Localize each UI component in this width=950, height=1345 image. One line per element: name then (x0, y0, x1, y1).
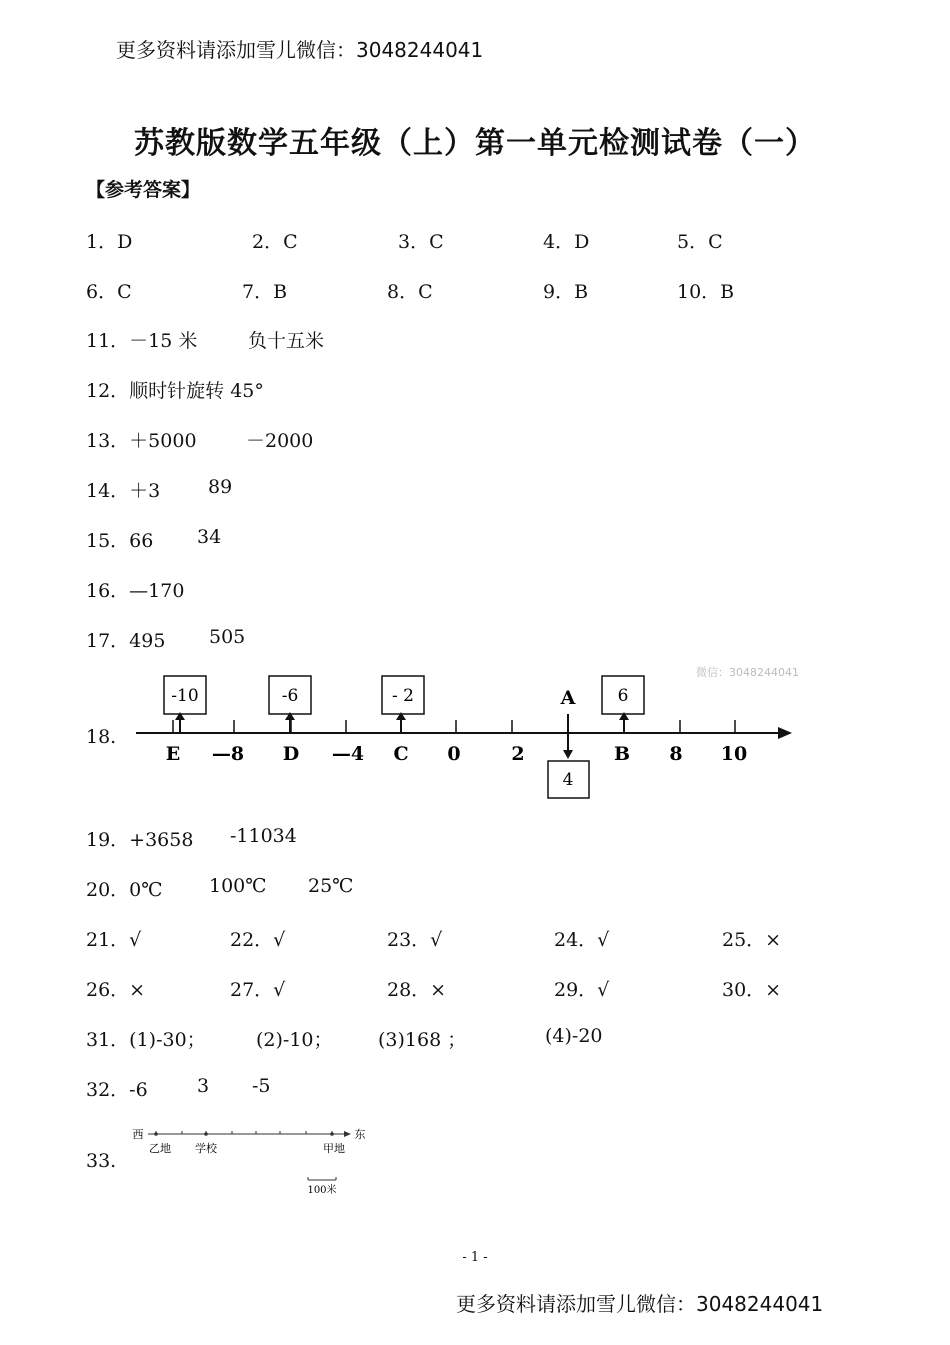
number-line-18 (130, 668, 800, 804)
label-yidi: 乙地 (149, 1142, 171, 1155)
answer-4: 4．D (543, 231, 590, 253)
east-label: 东 (354, 1128, 366, 1141)
answer-9: 9．B (543, 281, 589, 303)
tick-label-8: 8 (669, 743, 683, 765)
answer-31-3: (3)168 ； (378, 1029, 467, 1051)
answer-7: 7．B (242, 281, 288, 303)
answer-12: 12．顺时针旋转 45° (86, 380, 264, 402)
point-yidi (154, 1132, 158, 1136)
answer-5: 5．C (677, 231, 723, 253)
box-label-4: 4 (562, 770, 574, 790)
answer-32-a: 32．-6 (86, 1079, 148, 1101)
answer-28: 28．× (387, 979, 447, 1001)
number-line-33 (132, 1122, 372, 1202)
scale-label: 100米 (307, 1185, 337, 1196)
answer-24: 24．√ (554, 929, 610, 951)
tick-label-B: B (613, 743, 631, 765)
answer-13-b: －2000 (246, 430, 314, 452)
footer-note: 更多资料请添加雪儿微信：3048244041 (456, 1292, 824, 1316)
answer-11-a: 11．－15 米 (86, 330, 198, 352)
box-label-minus2: - 2 (392, 686, 414, 706)
tick-label-10: 10 (720, 743, 748, 765)
tick-label-2: 2 (511, 743, 525, 765)
answer-27: 27．√ (230, 979, 286, 1001)
tick-label-E: E (165, 743, 181, 765)
answer-32-c: -5 (252, 1075, 271, 1097)
answer-21: 21．√ (86, 929, 142, 951)
answer-33-label: 33. (86, 1150, 117, 1172)
watermark: 微信：3048244041 (696, 666, 799, 679)
answer-23: 23．√ (387, 929, 443, 951)
answer-6: 6．C (86, 281, 132, 303)
answer-19-b: -11034 (230, 825, 297, 847)
point-school (204, 1132, 208, 1136)
point-jiadi (330, 1132, 334, 1136)
answer-29: 29．√ (554, 979, 610, 1001)
answer-15-b: 34 (197, 526, 222, 548)
answer-16: 16．—170 (86, 580, 185, 602)
box-label-minus6: -6 (281, 686, 299, 706)
header-note: 更多资料请添加雪儿微信：3048244041 (116, 38, 484, 62)
label-school: 学校 (195, 1142, 217, 1155)
answer-26: 26．× (86, 979, 146, 1001)
answer-18-label: 18. (86, 726, 117, 748)
tick-label-C: C (393, 743, 409, 765)
tick-label-minus8: —8 (211, 743, 245, 765)
answer-2: 2．C (252, 231, 298, 253)
answer-20-b: 100℃ (209, 875, 267, 897)
answer-30: 30．× (722, 979, 782, 1001)
answer-25: 25．× (722, 929, 782, 951)
arrow-down-A (563, 750, 573, 759)
map-arrowhead (344, 1131, 351, 1137)
answer-14-b: 89 (208, 476, 233, 498)
answer-10: 10．B (677, 281, 735, 303)
page-title: 苏教版数学五年级（上）第一单元检测试卷（一） (134, 126, 816, 161)
answer-17-b: 505 (209, 626, 246, 648)
answer-20-c: 25℃ (308, 875, 354, 897)
answer-17-a: 17．495 (86, 630, 166, 652)
answer-20-a: 20．0℃ (86, 879, 163, 901)
answer-11-b: 负十五米 (248, 330, 325, 352)
answer-31-4: (4)-20 (545, 1025, 603, 1047)
answer-15-a: 15．66 (86, 530, 154, 552)
axis-arrowhead (778, 727, 792, 739)
west-label: 西 (132, 1128, 144, 1141)
tick-label-0: 0 (447, 743, 461, 765)
answer-1: 1．D (86, 231, 133, 253)
tick-label-D: D (282, 743, 300, 765)
page-number: - 1 - (462, 1250, 488, 1265)
box-label-6: 6 (617, 686, 629, 706)
answer-32-b: 3 (197, 1075, 210, 1097)
answer-key-heading: 【参考答案】 (86, 179, 201, 201)
label-jiadi: 甲地 (323, 1142, 345, 1155)
answer-14-a: 14．＋3 (86, 480, 161, 502)
answer-31-2: (2)-10； (256, 1029, 333, 1051)
answer-3: 3．C (398, 231, 444, 253)
answer-13-a: 13．＋5000 (86, 430, 197, 452)
answer-22: 22．√ (230, 929, 286, 951)
point-A-label: A (560, 687, 576, 709)
answer-31-1: 31．(1)-30； (86, 1029, 206, 1051)
box-label-minus10: -10 (171, 686, 199, 706)
answer-19-a: 19．+3658 (86, 829, 194, 851)
tick-label-minus4: —4 (331, 743, 365, 765)
answer-8: 8．C (387, 281, 433, 303)
